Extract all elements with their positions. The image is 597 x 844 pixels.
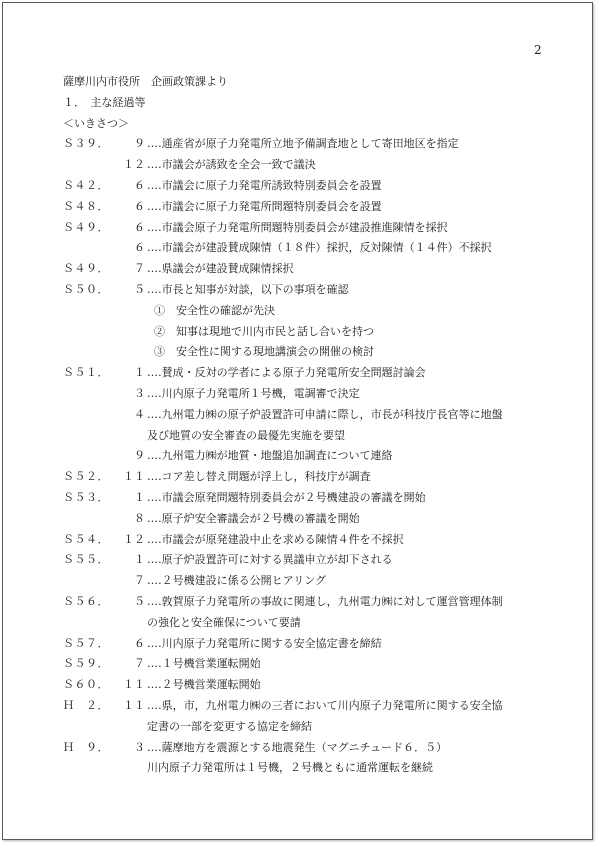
- continuation-text: 定書の一部を変更する協定を締結: [147, 719, 312, 733]
- timeline-entry: [63, 197, 583, 218]
- entry-month: ６: [134, 241, 145, 255]
- entry-text: ‥‥２号機営業運転開始: [147, 678, 261, 692]
- entry-month: ７: [134, 262, 145, 276]
- entry-era: Ｓ４９．: [63, 262, 109, 276]
- entry-text: ‥‥原子炉安全審議会が２号機の審議を開始: [147, 511, 360, 525]
- sub-item: [63, 342, 583, 363]
- subheading-text: ＜いきさつ＞: [63, 116, 129, 130]
- entry-month: ３: [134, 740, 145, 754]
- entry-month: １２: [123, 532, 145, 546]
- entry-text: ‥‥コア差し替え問題が浮上し，科技庁が調査: [147, 470, 371, 484]
- entry-text: ‥‥薩摩地方を震源とする地震発生（マグニチュード６．５）: [147, 740, 448, 754]
- entry-month: １１: [123, 678, 145, 692]
- entry-month: ５: [134, 594, 145, 608]
- entry-era: Ｓ５５．: [63, 553, 109, 567]
- timeline-entry: [63, 654, 583, 675]
- entry-month: １１: [123, 698, 145, 712]
- entry-text: ‥‥市議会に原子力発電所問題特別委員会を設置: [147, 199, 382, 213]
- entry-era: [63, 238, 113, 259]
- timeline-entry: [63, 238, 583, 259]
- entry-month: ４: [134, 407, 145, 421]
- entry-era: Ｓ４９．: [63, 220, 109, 234]
- entry-text: ‥‥原子炉設置許可に対する異議申立が却下される: [147, 553, 393, 567]
- sub-item-text: ② 知事は現地で川内市民と話し合いを持つ: [154, 324, 374, 338]
- entry-era: Ｓ５６．: [63, 594, 109, 608]
- entry-era: [63, 509, 113, 530]
- entry-month: １２: [123, 158, 145, 172]
- entry-month: １: [134, 553, 145, 567]
- entry-text: ‥‥市議会原子力発電所問題特別委員会が建設推進陳情を採択: [147, 220, 448, 234]
- entry-month: ８: [134, 511, 145, 525]
- continuation-line: [63, 717, 583, 738]
- timeline-entry: [63, 675, 583, 696]
- continuation-line: [63, 426, 583, 447]
- timeline-entry: [63, 363, 583, 384]
- entry-month: ７: [134, 657, 145, 671]
- entry-era: [63, 384, 113, 405]
- continuation-line: [63, 613, 583, 634]
- entry-era: Ｈ ２．: [63, 698, 109, 712]
- timeline-entry: [63, 405, 583, 426]
- entry-era: [63, 446, 113, 467]
- sub-item-text: ③ 安全性に関する現地講演会の開催の検討: [154, 345, 374, 359]
- entry-era: Ｓ４８．: [63, 199, 109, 213]
- entry-era: Ｓ５０．: [63, 282, 109, 296]
- entry-era: Ｓ５９．: [63, 657, 109, 671]
- sub-item: [63, 301, 583, 322]
- entry-text: ‥‥九州電力㈱の原子炉設置許可申請に際し，市長が科技庁長官等に地盤: [147, 407, 503, 421]
- entry-month: １１: [123, 470, 145, 484]
- entry-month: ６: [134, 178, 145, 192]
- timeline-entry: [63, 634, 583, 655]
- entry-text: ‥‥市長と知事が対談，以下の事項を確認: [147, 282, 349, 296]
- timeline-entry: [63, 155, 583, 176]
- entry-month: ７: [134, 574, 145, 588]
- timeline-entry: [63, 696, 583, 717]
- entry-text: ‥‥九州電力㈱が地質・地盤追加調査について連絡: [147, 449, 393, 463]
- subheading: [63, 114, 583, 135]
- entry-month: ５: [134, 282, 145, 296]
- timeline-entry: [63, 509, 583, 530]
- document-body: [63, 72, 583, 779]
- section-title: [63, 93, 583, 114]
- entry-era: Ｓ４２．: [63, 178, 109, 192]
- timeline-entry: [63, 384, 583, 405]
- timeline-entry: [63, 571, 583, 592]
- page-number: 2: [534, 43, 542, 57]
- continuation-text: 川内原子力発電所は１号機，２号機ともに通常運転を継続: [147, 761, 433, 775]
- timeline-list: [63, 134, 583, 779]
- entry-era: Ｈ ９．: [63, 740, 109, 754]
- timeline-entry: [63, 280, 583, 301]
- timeline-entry: [63, 446, 583, 467]
- timeline-entry: [63, 530, 583, 551]
- timeline-entry: [63, 259, 583, 280]
- entry-month: １: [134, 490, 145, 504]
- timeline-entry: [63, 592, 583, 613]
- entry-text: ‥‥敦賀原子力発電所の事故に関連し，九州電力㈱に対して運営管理体制: [147, 594, 503, 608]
- entry-era: Ｓ５２．: [63, 470, 109, 484]
- entry-month: ６: [134, 636, 145, 650]
- timeline-entry: [63, 488, 583, 509]
- entry-month: １: [134, 366, 145, 380]
- timeline-entry: [63, 467, 583, 488]
- entry-text: ‥‥通産省が原子力発電所立地予備調査地として寄田地区を指定: [147, 137, 459, 151]
- continuation-line: [63, 758, 583, 779]
- entry-text: ‥‥市議会原発問題特別委員会が２号機建設の審議を開始: [147, 490, 426, 504]
- timeline-entry: [63, 550, 583, 571]
- entry-text: ‥‥市議会が誘致を全会一致で議決: [147, 158, 316, 172]
- entry-text: ‥‥市議会が建設賛成陳情（１８件）採択，反対陳情（１４件）不採択: [147, 241, 492, 255]
- entry-era: [63, 571, 113, 592]
- entry-text: ‥‥２号機建設に係る公開ヒアリング: [147, 574, 327, 588]
- continuation-text: 及び地質の安全審査の最優先実施を要望: [147, 428, 345, 442]
- section-title-text: １． 主な経過等: [63, 95, 146, 109]
- entry-month: ６: [134, 220, 145, 234]
- entry-text: ‥‥市議会に原子力発電所誘致特別委員会を設置: [147, 178, 382, 192]
- entry-era: Ｓ５３．: [63, 490, 109, 504]
- entry-month: ９: [134, 137, 145, 151]
- entry-text: ‥‥県，市，九州電力㈱の三者において川内原子力発電所に関する安全協: [147, 698, 503, 712]
- continuation-text: の強化と安全確保について要請: [147, 615, 301, 629]
- entry-era: Ｓ６０．: [63, 678, 109, 692]
- header-text: 薩摩川内市役所 企画政策課より: [63, 75, 228, 88]
- sub-item-text: ① 安全性の確認が先決: [154, 303, 275, 317]
- entry-era: Ｓ５４．: [63, 532, 109, 546]
- sub-item: [63, 322, 583, 343]
- entry-era: [63, 405, 113, 426]
- timeline-entry: [63, 176, 583, 197]
- entry-month: ３: [134, 386, 145, 400]
- document-page: [2, 2, 593, 840]
- entry-text: ‥‥賛成・反対の学者による原子力発電所安全問題討論会: [147, 366, 426, 380]
- entry-era: Ｓ３９．: [63, 137, 109, 151]
- entry-era: Ｓ５７．: [63, 636, 109, 650]
- timeline-entry: [63, 134, 583, 155]
- entry-month: ９: [134, 449, 145, 463]
- entry-era: Ｓ５１．: [63, 366, 109, 380]
- entry-text: ‥‥県議会が建設賛成陳情採択: [147, 262, 294, 276]
- entry-text: ‥‥川内原子力発電所１号機，電調審で決定: [147, 386, 360, 400]
- document-header: [63, 72, 583, 93]
- entry-text: ‥‥川内原子力発電所に関する安全協定書を締結: [147, 636, 382, 650]
- entry-era: [63, 155, 113, 176]
- entry-text: ‥‥市議会が原発建設中止を求める陳情４件を不採択: [147, 532, 404, 546]
- timeline-entry: [63, 738, 583, 759]
- entry-text: ‥‥１号機営業運転開始: [147, 657, 261, 671]
- timeline-entry: [63, 218, 583, 239]
- entry-month: ６: [134, 199, 145, 213]
